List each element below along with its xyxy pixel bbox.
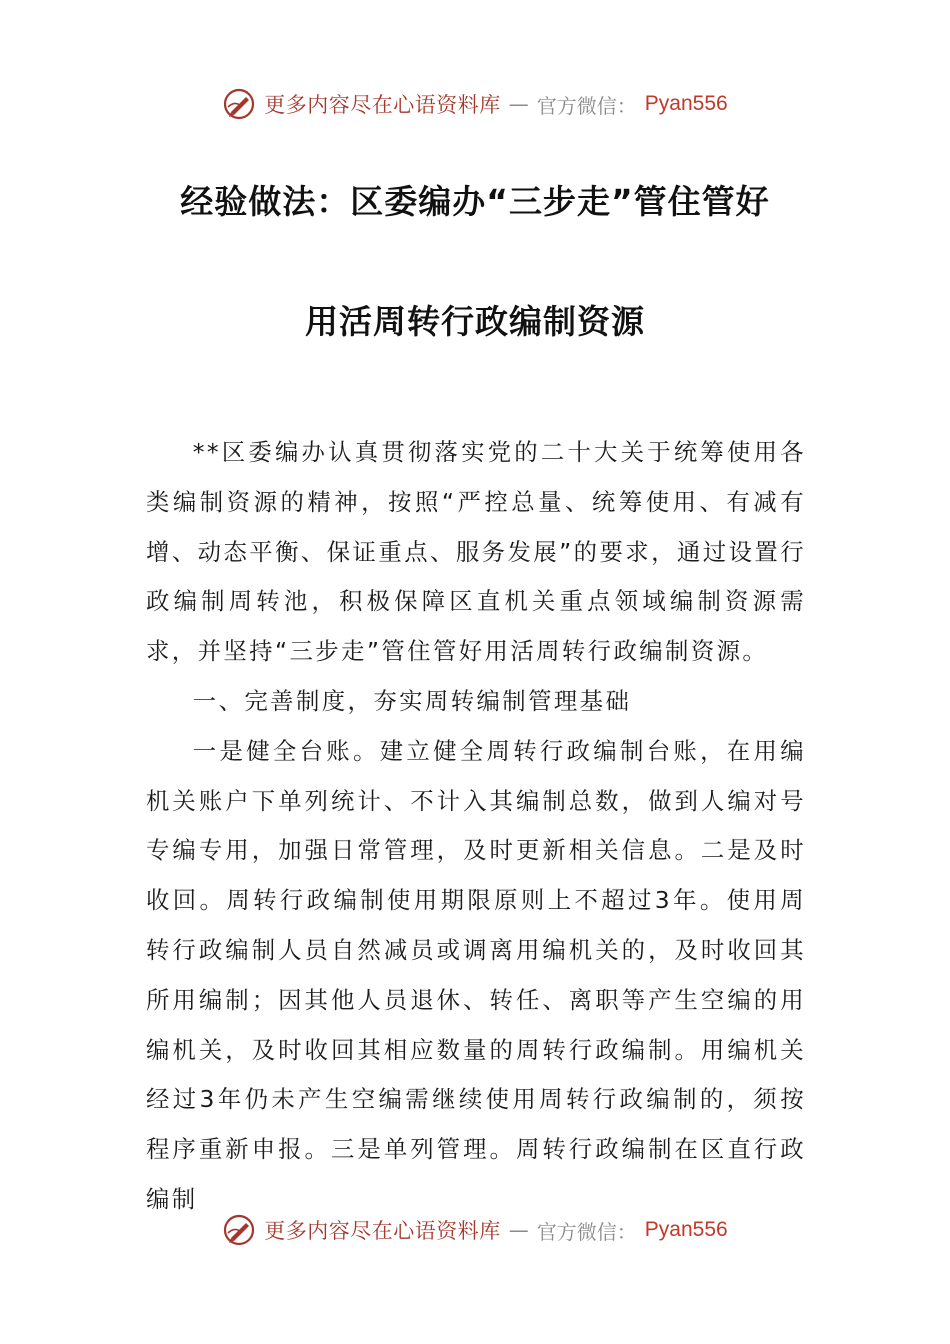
banner-contact-id: Pyan556 bbox=[644, 1218, 728, 1241]
banner-text: 更多内容尽在心语资料库 bbox=[264, 1219, 501, 1243]
banner-separator: — bbox=[508, 92, 529, 116]
footer-banner bbox=[0, 1208, 950, 1252]
pen-circle-logo-icon bbox=[222, 1213, 256, 1247]
document-body bbox=[146, 428, 806, 1225]
section-heading-1: 一、完善制度，夯实周转编制管理基础 bbox=[192, 686, 632, 715]
banner-contact-label: 官方微信： bbox=[536, 93, 637, 118]
document-title-line-1: 经验做法：区委编办“三步走”管住管好 bbox=[180, 182, 770, 221]
banner-contact-label: 官方微信： bbox=[536, 1219, 637, 1244]
banner-text: 更多内容尽在心语资料库 bbox=[264, 93, 501, 117]
pen-circle-logo-icon bbox=[222, 87, 256, 121]
document-title-line-2: 用活周转行政编制资源 bbox=[305, 302, 645, 341]
header-banner bbox=[0, 82, 950, 126]
banner-contact-id: Pyan556 bbox=[644, 92, 728, 115]
paragraph-section-1: 一是健全台账。建立健全周转行政编制台账，在用编机关账户下单列统计、不计入其编制总数，做到人编对号专编专用，加强日常管理，及时更新相关信息。二是及时收回。周转行政编制使用期限原则上不超过3年。使用周转行政编制人员自然减员或调离用编机关的，及时收回其所用编制；因其他人员退休、转任、离职等产生空编的用编机关，及时收回其相应数量的周转行政编制。用编机关经过3年仍未产生空编需继续使用周转行政编制的，须按程序重新申报。三是单列管理。周转行政编制在区直行政编制 bbox=[146, 736, 806, 1213]
banner-separator: — bbox=[508, 1218, 529, 1242]
paragraph-intro: **区委编办认真贯彻落实党的二十大关于统筹使用各类编制资源的精神，按照“严控总量、统筹使用、有减有增、动态平衡、保证重点、服务发展”的要求，通过设置行政编制周转池，积极保障区直机关重点领域编制资源需求，并坚持“三步走”管住管好用活周转行政编制资源。 bbox=[146, 438, 806, 666]
